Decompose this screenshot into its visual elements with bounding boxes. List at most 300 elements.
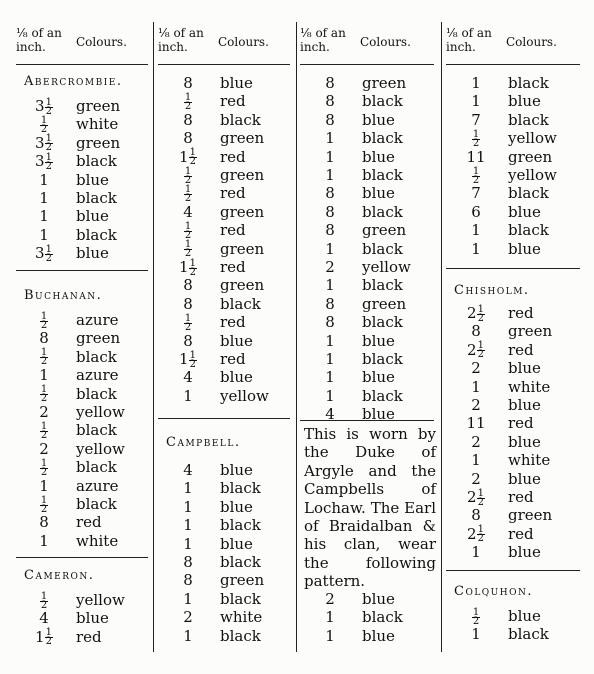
header-rule bbox=[16, 64, 148, 65]
table-row bbox=[158, 553, 296, 571]
stripe-width: 8 bbox=[183, 74, 193, 92]
stripe-colour: red bbox=[508, 304, 534, 322]
table-row bbox=[158, 166, 296, 184]
stripe-width: $\frac{1}{2}$ bbox=[184, 165, 192, 186]
stripe-width: 7 bbox=[471, 110, 481, 129]
stripe-colour: yellow bbox=[76, 591, 125, 609]
stripe-colour: blue bbox=[220, 331, 253, 350]
table-row bbox=[300, 74, 440, 92]
stripe-width: 8 bbox=[39, 329, 49, 348]
stripe-width: 1 bbox=[471, 74, 481, 92]
stripe-colour: black bbox=[508, 625, 549, 644]
stripe-width: 1 bbox=[471, 377, 481, 396]
header-colours-label: Colours. bbox=[218, 35, 269, 49]
table-row bbox=[300, 295, 440, 313]
stripe-colour: black bbox=[508, 184, 549, 203]
clan-title: Buchanan. bbox=[24, 288, 103, 303]
stripe-width: $\frac{1}{2}$ bbox=[40, 347, 48, 368]
stripe-width: $\frac{1}{2}$ bbox=[472, 606, 480, 627]
stripe-width: 1 bbox=[325, 386, 335, 405]
table-row bbox=[300, 350, 440, 368]
stripe-width: 8 bbox=[325, 184, 335, 203]
stripe-width: 1 bbox=[325, 608, 335, 627]
stripe-colour: white bbox=[76, 115, 119, 134]
stripe-colour: black bbox=[362, 608, 403, 627]
stripe-colour: red bbox=[220, 184, 246, 203]
stripe-colour: white bbox=[220, 608, 263, 627]
stripe-colour: green bbox=[362, 221, 407, 240]
table-row bbox=[16, 628, 154, 646]
section-rule bbox=[158, 418, 290, 419]
header-colours-label: Colours. bbox=[506, 35, 557, 49]
table-row bbox=[446, 433, 586, 451]
stripe-colour: green bbox=[76, 97, 121, 115]
stripe-width: 1 bbox=[325, 368, 335, 387]
table-row bbox=[16, 226, 154, 244]
stripe-colour: black bbox=[76, 152, 117, 171]
stripe-colour: green bbox=[220, 129, 265, 148]
table-row bbox=[158, 571, 296, 589]
table-row bbox=[16, 244, 154, 262]
table-row bbox=[300, 608, 440, 626]
stripe-width: 1 bbox=[39, 170, 49, 189]
stripe-colour: red bbox=[220, 221, 246, 240]
stripe-colour: blue bbox=[220, 461, 253, 479]
stripe-width: $\frac{1}{2}$ bbox=[184, 183, 192, 204]
stripe-colour: blue bbox=[508, 607, 541, 625]
table-row bbox=[300, 590, 440, 608]
table-row bbox=[16, 97, 154, 115]
table-row bbox=[16, 152, 154, 170]
stripe-width: 8 bbox=[471, 506, 481, 525]
stripe-colour: red bbox=[220, 258, 246, 276]
stripe-colour: blue bbox=[76, 170, 109, 189]
stripe-colour: black bbox=[362, 202, 403, 221]
table-row bbox=[16, 329, 154, 347]
stripe-colour: black bbox=[362, 92, 403, 111]
table-row bbox=[158, 608, 296, 626]
table-row bbox=[158, 368, 296, 386]
stripe-colour: red bbox=[220, 350, 246, 368]
table-row bbox=[158, 295, 296, 313]
stripe-colour: blue bbox=[508, 359, 541, 378]
table-row bbox=[158, 516, 296, 534]
table-row bbox=[300, 332, 440, 350]
stripe-colour: red bbox=[508, 414, 534, 433]
stripe-colour: blue bbox=[508, 396, 541, 414]
table-row bbox=[16, 366, 154, 384]
table-row bbox=[300, 203, 440, 221]
stripe-colour: blue bbox=[508, 543, 541, 562]
stripe-colour: azure bbox=[76, 311, 119, 329]
stripe-width: 2 bbox=[183, 608, 193, 627]
stripe-colour: white bbox=[508, 377, 551, 396]
header-inch-label: ⅛ of an inch. bbox=[16, 26, 62, 54]
table-row bbox=[158, 627, 296, 645]
table-row bbox=[300, 92, 440, 110]
stripe-width: 1 bbox=[325, 350, 335, 368]
table-row bbox=[16, 477, 154, 495]
stripe-width: 1 bbox=[183, 626, 193, 645]
stripe-width: 7 bbox=[471, 184, 481, 203]
stripe-width: $\frac{1}{2}$ bbox=[40, 114, 48, 135]
stripe-colour: green bbox=[508, 506, 553, 525]
stripe-colour: black bbox=[220, 110, 261, 129]
table-row bbox=[300, 276, 440, 294]
table-row bbox=[158, 350, 296, 368]
stripe-width: $\frac{1}{2}$ bbox=[40, 310, 48, 331]
header-inch-label: ⅛ of an inch. bbox=[158, 26, 204, 54]
stripe-width: 8 bbox=[471, 322, 481, 341]
stripe-colour: black bbox=[76, 384, 117, 403]
table-row bbox=[446, 359, 586, 377]
stripe-width: $\frac{1}{2}$ bbox=[184, 312, 192, 333]
stripe-width: 8 bbox=[325, 294, 335, 313]
table-row bbox=[158, 535, 296, 553]
table-row bbox=[446, 74, 586, 92]
table-row bbox=[446, 451, 586, 469]
table-row bbox=[158, 111, 296, 129]
stripe-colour: black bbox=[76, 189, 117, 207]
section-rule bbox=[16, 270, 148, 271]
stripe-colour: blue bbox=[220, 74, 253, 92]
table-row bbox=[446, 111, 586, 129]
stripe-colour: black bbox=[220, 589, 261, 608]
table-row bbox=[446, 92, 586, 110]
stripe-width: 6 bbox=[471, 202, 481, 221]
stripe-colour: blue bbox=[220, 368, 253, 387]
table-row bbox=[446, 203, 586, 221]
stripe-colour: red bbox=[76, 513, 102, 532]
clan-title: Cameron. bbox=[24, 568, 95, 583]
table-row bbox=[158, 479, 296, 497]
table-row bbox=[300, 184, 440, 202]
stripe-colour: black bbox=[220, 553, 261, 571]
table-row bbox=[16, 532, 154, 550]
stripe-colour: blue bbox=[362, 626, 395, 645]
stripe-width: 2 bbox=[471, 469, 481, 488]
stripe-colour: blue bbox=[362, 368, 395, 387]
stripe-colour: black bbox=[362, 166, 403, 184]
stripe-width: 8 bbox=[325, 74, 335, 92]
table-row bbox=[16, 311, 154, 329]
table-row bbox=[446, 506, 586, 524]
stripe-width: 3 $\frac{1}{2}$ bbox=[35, 243, 52, 264]
stripe-width: 8 bbox=[325, 221, 335, 240]
table-row bbox=[158, 276, 296, 294]
header-colours-label: Colours. bbox=[360, 35, 411, 49]
stripe-colour: yellow bbox=[76, 439, 125, 458]
stripe-width: 1 bbox=[39, 207, 49, 226]
table-row bbox=[16, 171, 154, 189]
stripe-colour: black bbox=[220, 516, 261, 535]
stripe-width: 1 bbox=[471, 543, 481, 562]
stripe-colour: azure bbox=[76, 476, 119, 495]
stripe-width: 2 $\frac{1}{2}$ bbox=[467, 303, 484, 324]
stripe-colour: green bbox=[76, 133, 121, 152]
stripe-width: $\frac{1}{2}$ bbox=[40, 590, 48, 611]
stripe-colour: red bbox=[508, 524, 534, 543]
stripe-width: 1 bbox=[39, 476, 49, 495]
stripe-width: 1 bbox=[325, 331, 335, 350]
table-row bbox=[300, 313, 440, 331]
stripe-colour: black bbox=[362, 350, 403, 368]
stripe-width: 4 bbox=[39, 609, 49, 628]
stripe-width: 8 bbox=[183, 553, 193, 571]
clan-note: This is worn by the Duke of Argyle and the Campbells of Lochaw. The Earl of Braidalban & his clan, wear the following pattern. bbox=[304, 425, 436, 591]
stripe-colour: blue bbox=[508, 432, 541, 451]
stripe-colour: black bbox=[76, 458, 117, 477]
table-row bbox=[300, 221, 440, 239]
stripe-colour: green bbox=[220, 276, 265, 295]
stripe-colour: green bbox=[362, 294, 407, 313]
stripe-width: 11 bbox=[466, 147, 486, 166]
table-row bbox=[300, 258, 440, 276]
stripe-width: 11 bbox=[466, 414, 486, 433]
table-row bbox=[158, 590, 296, 608]
stripe-width: 2 $\frac{1}{2}$ bbox=[467, 340, 484, 361]
stripe-width: 1 bbox=[39, 531, 49, 550]
table-row bbox=[16, 421, 154, 439]
stripe-colour: blue bbox=[508, 469, 541, 488]
table-row bbox=[16, 440, 154, 458]
table-row bbox=[158, 221, 296, 239]
table-row bbox=[16, 495, 154, 513]
section-rule bbox=[446, 570, 580, 571]
table-row bbox=[300, 166, 440, 184]
clan-title: Colquhon. bbox=[454, 584, 533, 599]
header-inch-label: ⅛ of an inch. bbox=[300, 26, 346, 54]
stripe-width: 2 bbox=[471, 359, 481, 378]
table-row bbox=[158, 203, 296, 221]
stripe-colour: blue bbox=[220, 534, 253, 553]
table-row bbox=[446, 129, 586, 147]
stripe-width: $\frac{1}{2}$ bbox=[184, 91, 192, 112]
stripe-width: 3 $\frac{1}{2}$ bbox=[35, 96, 52, 117]
stripe-colour: red bbox=[220, 92, 246, 111]
table-row bbox=[16, 513, 154, 531]
stripe-colour: black bbox=[508, 110, 549, 129]
table-row bbox=[158, 92, 296, 110]
table-row bbox=[158, 498, 296, 516]
table-row bbox=[446, 341, 586, 359]
table-row bbox=[16, 403, 154, 421]
stripe-width: 1 bbox=[325, 129, 335, 148]
stripe-colour: blue bbox=[508, 239, 541, 258]
table-row bbox=[446, 148, 586, 166]
stripe-colour: yellow bbox=[220, 386, 269, 405]
stripe-width: 1 bbox=[39, 189, 49, 207]
stripe-colour: blue bbox=[362, 331, 395, 350]
stripe-width: 1 bbox=[325, 276, 335, 295]
stripe-colour: blue bbox=[508, 202, 541, 221]
stripe-colour: green bbox=[508, 147, 553, 166]
stripe-colour: white bbox=[508, 451, 551, 470]
stripe-width: 1 bbox=[183, 479, 193, 498]
stripe-width: 1 bbox=[325, 147, 335, 166]
stripe-width: 8 bbox=[183, 331, 193, 350]
stripe-colour: black bbox=[76, 347, 117, 366]
table-row bbox=[300, 368, 440, 386]
table-row bbox=[300, 111, 440, 129]
stripe-colour: green bbox=[220, 202, 265, 221]
stripe-width: 8 bbox=[183, 294, 193, 313]
table-row bbox=[446, 396, 586, 414]
stripe-colour: blue bbox=[362, 184, 395, 203]
stripe-colour: blue bbox=[76, 207, 109, 226]
stripe-width: 1 $\frac{1}{2}$ bbox=[179, 349, 196, 370]
stripe-colour: blue bbox=[362, 590, 395, 608]
stripe-colour: black bbox=[220, 479, 261, 498]
table-row bbox=[16, 134, 154, 152]
stripe-width: 1 bbox=[183, 534, 193, 553]
table-row bbox=[300, 240, 440, 258]
stripe-width: 1 $\frac{1}{2}$ bbox=[179, 147, 196, 168]
stripe-colour: black bbox=[508, 221, 549, 240]
stripe-colour: black bbox=[220, 626, 261, 645]
table-row bbox=[446, 304, 586, 322]
stripe-width: 4 bbox=[325, 405, 335, 424]
stripe-width: 2 bbox=[325, 590, 335, 608]
stripe-colour: black bbox=[76, 421, 117, 440]
table-row bbox=[16, 115, 154, 133]
table-row bbox=[446, 470, 586, 488]
stripe-width: 3 $\frac{1}{2}$ bbox=[35, 151, 52, 172]
column-divider bbox=[296, 22, 297, 652]
table-row bbox=[158, 461, 296, 479]
stripe-width: 1 bbox=[39, 225, 49, 244]
stripe-width: 1 $\frac{1}{2}$ bbox=[35, 627, 52, 648]
table-row bbox=[446, 525, 586, 543]
stripe-colour: green bbox=[508, 322, 553, 341]
stripe-width: 2 bbox=[325, 258, 335, 276]
stripe-colour: blue bbox=[362, 110, 395, 129]
table-row bbox=[158, 184, 296, 202]
stripe-colour: green bbox=[220, 239, 265, 258]
stripe-colour: black bbox=[362, 386, 403, 405]
stripe-colour: black bbox=[362, 276, 403, 295]
table-row bbox=[158, 387, 296, 405]
table-row bbox=[446, 488, 586, 506]
stripe-colour: white bbox=[76, 531, 119, 550]
stripe-width: 2 bbox=[471, 432, 481, 451]
stripe-width: 1 bbox=[183, 386, 193, 405]
stripe-width: 1 bbox=[471, 239, 481, 258]
stripe-colour: blue bbox=[76, 609, 109, 628]
stripe-colour: azure bbox=[76, 366, 119, 385]
section-rule bbox=[300, 420, 434, 421]
stripe-width: 3 $\frac{1}{2}$ bbox=[35, 133, 52, 154]
stripe-colour: red bbox=[220, 147, 246, 166]
table-row bbox=[16, 385, 154, 403]
stripe-width: 8 bbox=[325, 110, 335, 129]
table-row bbox=[446, 240, 586, 258]
stripe-width: 1 bbox=[183, 516, 193, 535]
stripe-colour: red bbox=[76, 627, 102, 646]
stripe-width: 2 $\frac{1}{2}$ bbox=[467, 524, 484, 545]
stripe-colour: black bbox=[76, 495, 117, 513]
stripe-width: 2 bbox=[471, 396, 481, 414]
header-rule bbox=[446, 64, 580, 65]
stripe-colour: green bbox=[362, 74, 407, 92]
stripe-width: 1 bbox=[325, 626, 335, 645]
clan-title: Chisholm. bbox=[454, 283, 530, 298]
stripe-width: 1 bbox=[39, 366, 49, 385]
table-row bbox=[446, 607, 586, 625]
table-row bbox=[300, 129, 440, 147]
stripe-width: 1 bbox=[471, 92, 481, 111]
table-row bbox=[446, 625, 586, 643]
stripe-colour: green bbox=[220, 571, 265, 590]
stripe-width: $\frac{1}{2}$ bbox=[40, 494, 48, 515]
table-row bbox=[446, 378, 586, 396]
header-rule bbox=[300, 64, 434, 65]
stripe-width: 1 $\frac{1}{2}$ bbox=[179, 257, 196, 278]
table-row bbox=[300, 387, 440, 405]
stripe-colour: yellow bbox=[508, 166, 557, 184]
header-rule bbox=[158, 64, 290, 65]
clan-title: Abercrombie. bbox=[24, 74, 123, 89]
stripe-width: 1 bbox=[471, 221, 481, 240]
table-row bbox=[446, 166, 586, 184]
stripe-width: 8 bbox=[183, 276, 193, 295]
table-row bbox=[16, 189, 154, 207]
stripe-colour: black bbox=[362, 129, 403, 148]
header-inch-label: ⅛ of an inch. bbox=[446, 26, 492, 54]
table-row bbox=[16, 458, 154, 476]
table-row bbox=[158, 240, 296, 258]
stripe-width: $\frac{1}{2}$ bbox=[472, 165, 480, 186]
stripe-colour: red bbox=[508, 488, 534, 506]
stripe-width: 8 bbox=[325, 313, 335, 332]
column-divider bbox=[441, 22, 442, 652]
stripe-width: 4 bbox=[183, 461, 193, 479]
header-colours-label: Colours. bbox=[76, 35, 127, 49]
stripe-colour: blue bbox=[508, 92, 541, 111]
stripe-width: $\frac{1}{2}$ bbox=[40, 420, 48, 441]
stripe-width: 1 bbox=[183, 589, 193, 608]
stripe-width: 4 bbox=[183, 368, 193, 387]
stripe-width: $\frac{1}{2}$ bbox=[40, 457, 48, 478]
stripe-width: 1 bbox=[471, 451, 481, 470]
table-row bbox=[446, 322, 586, 340]
table-row bbox=[446, 414, 586, 432]
stripe-colour: yellow bbox=[362, 258, 411, 276]
stripe-width: 2 $\frac{1}{2}$ bbox=[467, 487, 484, 508]
stripe-colour: green bbox=[76, 329, 121, 348]
table-row bbox=[16, 609, 154, 627]
stripe-colour: black bbox=[362, 239, 403, 258]
stripe-colour: blue bbox=[362, 405, 395, 424]
stripe-colour: green bbox=[220, 166, 265, 184]
stripe-width: 1 bbox=[325, 239, 335, 258]
stripe-colour: blue bbox=[76, 244, 109, 263]
stripe-width: 8 bbox=[325, 92, 335, 111]
stripe-colour: blue bbox=[362, 147, 395, 166]
stripe-colour: yellow bbox=[508, 129, 557, 148]
stripe-width: $\frac{1}{2}$ bbox=[472, 128, 480, 149]
table-row bbox=[158, 332, 296, 350]
stripe-colour: red bbox=[508, 340, 534, 359]
stripe-width: 2 bbox=[39, 439, 49, 458]
table-row bbox=[158, 74, 296, 92]
stripe-colour: black bbox=[220, 294, 261, 313]
table-row bbox=[158, 313, 296, 331]
table-row bbox=[158, 148, 296, 166]
stripe-width: 8 bbox=[325, 202, 335, 221]
section-rule bbox=[446, 268, 580, 269]
section-rule bbox=[16, 557, 148, 558]
